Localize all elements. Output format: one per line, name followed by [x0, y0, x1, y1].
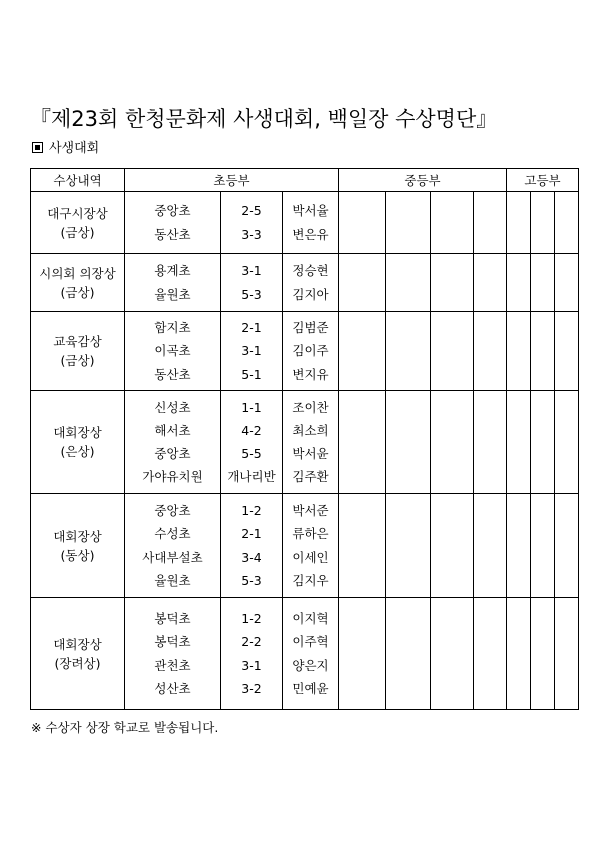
school-name: 동산초 [154, 226, 191, 242]
header-middle: 중등부 [339, 169, 507, 192]
student-name: 이지혁 [292, 611, 329, 627]
award-grade: (금상) [60, 224, 95, 240]
award-name: 시의회 의장상 [39, 265, 116, 281]
empty-cell [507, 391, 531, 494]
award-table [30, 168, 579, 710]
empty-cell [555, 391, 579, 494]
school-name: 봉덕초 [154, 611, 191, 627]
class-value: 1-2 [241, 503, 262, 519]
student-name: 김이주 [292, 343, 329, 359]
empty-cell [507, 254, 531, 312]
school-cell [125, 192, 221, 254]
empty-cell [531, 494, 555, 598]
class-cell [221, 494, 283, 598]
empty-cell [507, 312, 531, 391]
award-grade: (금상) [60, 284, 95, 300]
empty-cell [431, 312, 474, 391]
award-name: 대회장상 [53, 425, 102, 440]
empty-cell [507, 192, 531, 254]
school-name: 신성초 [154, 399, 191, 415]
class-value: 5-5 [241, 446, 262, 461]
student-name: 이주혁 [292, 634, 329, 650]
school-cell [125, 254, 221, 312]
class-value: 3-1 [241, 657, 262, 673]
empty-cell [507, 598, 531, 710]
student-name: 변지유 [292, 366, 329, 382]
student-name: 박서율 [292, 203, 329, 219]
table-row [31, 391, 579, 494]
empty-cell [386, 312, 431, 391]
award-name: 교육감상 [53, 334, 102, 349]
student-name: 류하은 [292, 526, 329, 542]
student-name: 김지아 [292, 286, 329, 302]
class-value: 5-3 [241, 286, 262, 302]
award-cell [31, 494, 125, 598]
empty-cell [555, 192, 579, 254]
empty-cell [431, 494, 474, 598]
school-cell [125, 598, 221, 710]
student-name: 김범준 [292, 320, 329, 336]
class-value: 2-5 [241, 203, 262, 219]
student-name: 박서준 [292, 503, 329, 519]
header-high: 고등부 [507, 169, 579, 192]
student-cell [283, 598, 339, 710]
award-name: 대회장상 [53, 528, 102, 544]
empty-cell [431, 598, 474, 710]
empty-cell [386, 254, 431, 312]
class-cell [221, 391, 283, 494]
student-name: 정승현 [292, 263, 329, 279]
class-value: 3-3 [241, 226, 262, 242]
empty-cell [474, 254, 507, 312]
award-cell [31, 192, 125, 254]
school-name: 수성초 [154, 526, 191, 542]
award-grade: (동상) [60, 547, 95, 563]
empty-cell [531, 598, 555, 710]
empty-cell [474, 391, 507, 494]
table-row [31, 254, 579, 312]
school-name: 봉덕초 [154, 634, 191, 650]
section-heading [32, 137, 99, 156]
class-value: 3-1 [241, 343, 262, 359]
student-name: 최소희 [292, 422, 329, 438]
award-cell [31, 312, 125, 391]
empty-cell [339, 598, 386, 710]
empty-cell [339, 494, 386, 598]
school-name: 성산초 [154, 680, 191, 696]
empty-cell [339, 192, 386, 254]
table-row [31, 598, 579, 710]
empty-cell [431, 192, 474, 254]
class-value: 2-1 [241, 320, 262, 336]
empty-cell [386, 391, 431, 494]
school-name: 중앙초 [154, 446, 191, 461]
header-award: 수상내역 [31, 169, 125, 192]
class-value: 5-3 [241, 572, 262, 588]
class-value: 2-1 [241, 526, 262, 542]
square-bullet-icon [32, 142, 43, 153]
award-grade: (장려상) [54, 655, 101, 671]
header-elementary: 초등부 [125, 169, 339, 192]
class-value: 3-2 [241, 680, 262, 696]
student-name: 이세인 [292, 549, 329, 565]
class-value: 2-2 [241, 634, 262, 650]
table-row [31, 312, 579, 391]
empty-cell [531, 391, 555, 494]
award-name: 대구시장상 [47, 205, 108, 221]
school-name: 율원초 [154, 286, 191, 302]
student-cell [283, 312, 339, 391]
empty-cell [555, 254, 579, 312]
empty-cell [386, 192, 431, 254]
empty-cell [474, 192, 507, 254]
empty-cell [386, 598, 431, 710]
class-value: 3-4 [241, 549, 262, 565]
student-cell [283, 391, 339, 494]
empty-cell [507, 494, 531, 598]
school-name: 사대부설초 [142, 549, 203, 565]
award-cell [31, 391, 125, 494]
header-row [31, 169, 579, 192]
class-value: 1-1 [241, 399, 262, 415]
empty-cell [386, 494, 431, 598]
class-value: 4-2 [241, 422, 262, 438]
school-cell [125, 494, 221, 598]
school-cell [125, 391, 221, 494]
school-name: 함지초 [154, 320, 191, 336]
award-cell [31, 254, 125, 312]
class-cell [221, 254, 283, 312]
empty-cell [555, 598, 579, 710]
school-name: 용계초 [154, 263, 191, 279]
empty-cell [474, 598, 507, 710]
empty-cell [531, 192, 555, 254]
school-name: 관천초 [154, 657, 191, 673]
class-value: 3-1 [241, 263, 262, 279]
school-name: 이곡초 [154, 343, 191, 359]
student-name: 변은유 [292, 226, 329, 242]
class-cell [221, 598, 283, 710]
empty-cell [339, 312, 386, 391]
footnote: ※ 수상자 상장 학교로 발송됩니다. [31, 720, 219, 735]
empty-cell [339, 254, 386, 312]
class-value: 5-1 [241, 366, 262, 382]
school-cell [125, 312, 221, 391]
award-cell [31, 598, 125, 710]
section-label: 사생대회 [49, 141, 100, 156]
empty-cell [474, 494, 507, 598]
page-title: 『제23회 한청문화제 사생대회, 백일장 수상명단』 [30, 107, 498, 131]
award-name: 대회장상 [53, 636, 102, 652]
student-cell [283, 192, 339, 254]
award-grade: (금상) [60, 353, 95, 368]
student-name: 양은지 [292, 657, 329, 673]
empty-cell [474, 312, 507, 391]
school-name: 중앙초 [154, 503, 191, 519]
empty-cell [431, 254, 474, 312]
student-name: 조이찬 [292, 399, 329, 415]
class-cell [221, 192, 283, 254]
school-name: 율원초 [154, 572, 191, 588]
table-row [31, 494, 579, 598]
student-name: 민예윤 [292, 680, 329, 696]
empty-cell [431, 391, 474, 494]
class-value: 1-2 [241, 611, 262, 627]
empty-cell [339, 391, 386, 494]
empty-cell [531, 312, 555, 391]
student-name: 김주환 [292, 469, 329, 485]
empty-cell [531, 254, 555, 312]
class-cell [221, 312, 283, 391]
empty-cell [555, 312, 579, 391]
school-name: 중앙초 [154, 203, 191, 219]
award-grade: (은상) [60, 444, 95, 459]
student-name: 김지우 [292, 572, 329, 588]
class-value: 개나리반 [227, 469, 276, 485]
table-row [31, 192, 579, 254]
student-cell [283, 494, 339, 598]
school-name: 가야유치원 [142, 469, 203, 485]
student-name: 박서윤 [292, 446, 329, 461]
school-name: 해서초 [154, 422, 191, 438]
empty-cell [555, 494, 579, 598]
school-name: 동산초 [154, 366, 191, 382]
student-cell [283, 254, 339, 312]
